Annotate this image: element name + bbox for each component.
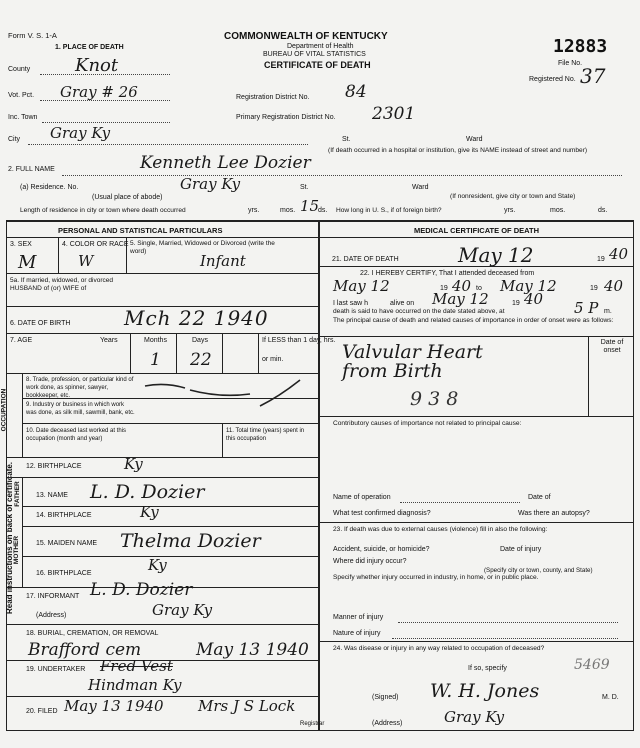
father-side: FATHER xyxy=(13,481,21,507)
operation-label: Name of operation xyxy=(333,494,391,501)
if-less-label: If LESS than 1 day, hrs. xyxy=(262,337,336,344)
length-ds: ds. xyxy=(318,207,328,214)
file-label: File No. xyxy=(558,60,583,67)
res-st-label: St. xyxy=(300,184,309,191)
name-label: 2. FULL NAME xyxy=(8,166,55,173)
hereby-label: 22. I HEREBY CERTIFY, That I attended deceased from xyxy=(360,270,535,277)
manner-label: Manner of injury xyxy=(333,614,384,621)
date-death-year: 40 xyxy=(609,245,629,263)
md-label: M. D. xyxy=(602,694,619,701)
dob-label: 6. DATE OF BIRTH xyxy=(10,320,71,327)
county-label: County xyxy=(8,66,31,73)
accident-label: Accident, suicide, or homicide? xyxy=(333,546,430,553)
burial-date: May 13 1940 xyxy=(196,640,309,660)
death-occurred-label: death is said to have occurred on the date stated above, at xyxy=(333,308,505,315)
res-ward-label: Ward xyxy=(412,184,429,191)
usual-place: (Usual place of abode) xyxy=(92,194,163,201)
hospital-note: (If death occurred in a hospital or institution, give its NAME instead of street and number) xyxy=(328,147,588,154)
last-saw-label: I last saw h xyxy=(333,300,369,307)
informant-label: 17. INFORMANT xyxy=(26,593,80,600)
city-ward-label: Ward xyxy=(466,136,483,143)
nature-label: Nature of injury xyxy=(333,630,381,637)
how-long-mos: mos. xyxy=(550,207,566,214)
or-min-label: or min. xyxy=(262,356,284,363)
filed-value: May 13 1940 xyxy=(64,697,164,715)
cause-line-1: Valvular Heart xyxy=(342,341,483,363)
birthplace-value: Ky xyxy=(124,455,143,473)
how-long-label: How long in U. S., if of foreign birth? xyxy=(336,207,442,214)
time-value: 5 P xyxy=(574,299,599,317)
place-of-death-heading: 1. PLACE OF DEATH xyxy=(55,44,124,51)
registrar-label: Registrar xyxy=(300,721,325,727)
birthplace-label: 12. BIRTHPLACE xyxy=(26,463,82,470)
date-death-label: 21. DATE OF DEATH xyxy=(332,256,399,263)
test-label: What test confirmed diagnosis? xyxy=(333,510,431,517)
filed-label: 20. FILED xyxy=(26,708,58,715)
informant-address-value: Gray Ky xyxy=(152,601,213,619)
signed-value: W. H. Jones xyxy=(430,680,540,702)
sex-label: 3. SEX xyxy=(10,241,32,248)
where-note: (Specify city or town, county, and State) xyxy=(484,567,593,574)
file-number: 12883 xyxy=(553,36,608,57)
name-value: Kenneth Lee Dozier xyxy=(140,153,311,173)
color-value: W xyxy=(78,252,94,270)
color-label: 4. COLOR OR RACE xyxy=(62,241,129,248)
undertaker-label: 19. UNDERTAKER xyxy=(26,666,86,673)
registrar-signature: Mrs J S Lock xyxy=(198,697,296,715)
inc-label: Inc. Town xyxy=(8,114,38,121)
where-label: Where did injury occur? xyxy=(333,558,407,565)
attended-from-19: 19 xyxy=(440,285,448,292)
stamp-number: 5469 xyxy=(574,657,610,673)
dob-value: Mch 22 1940 xyxy=(124,306,269,330)
header-bureau: BUREAU OF VITAL STATISTICS xyxy=(263,51,366,58)
registered-value: 37 xyxy=(580,64,606,88)
last-saw-19: 19 xyxy=(512,300,520,307)
mother-side: MOTHER xyxy=(13,535,21,565)
date-death-19: 19 xyxy=(597,256,605,263)
operation-date-label: Date of xyxy=(528,494,551,501)
spouse-label: 5a. If married, widowed, or divorced HUSBAND of (or) WIFE of xyxy=(10,277,113,292)
signer-address-label: (Address) xyxy=(372,720,403,727)
date-onset-label: Date of onset xyxy=(600,339,624,354)
burial-label: 18. BURIAL, CREMATION, OR REMOVAL xyxy=(26,630,159,637)
mother-bp-value: Ky xyxy=(148,556,167,574)
residence-label: (a) Residence. No. xyxy=(20,184,79,191)
personal-heading: PERSONAL AND STATISTICAL PARTICULARS xyxy=(58,226,223,235)
header-title: CERTIFICATE OF DEATH xyxy=(264,60,371,70)
form-id: Form V. S. 1-A xyxy=(8,31,57,40)
alive-on-label: alive on xyxy=(390,300,415,307)
time-suffix: m. xyxy=(604,308,612,315)
days-label: Days xyxy=(192,337,208,344)
father-bp-label: 14. BIRTHPLACE xyxy=(36,512,92,519)
attended-from: May 12 xyxy=(333,277,390,295)
city-value: Gray Ky xyxy=(50,124,111,142)
occ10-label: 10. Date deceased last worked at this occupation (month and year) xyxy=(26,428,127,442)
header-dept: Department of Health xyxy=(287,43,354,50)
primary-label: Primary Registration District No. xyxy=(236,114,336,121)
county-value: Knot xyxy=(75,55,119,76)
last-saw-value: May 12 xyxy=(432,290,489,308)
reg-district-label: Registration District No. xyxy=(236,94,310,101)
burial-place: Brafford cem xyxy=(28,640,142,660)
length-yrs: yrs. xyxy=(248,207,260,214)
to-label: to xyxy=(476,285,482,292)
header-state: COMMONWEALTH OF KENTUCKY xyxy=(224,31,388,42)
undertaker-value: Fred Vest xyxy=(100,657,173,675)
principal-label: The principal cause of death and related causes of importance in order of onset were as follows: xyxy=(333,317,614,324)
external-label: 23. If death was due to external causes (violence) fill in also the following: xyxy=(333,526,548,533)
cause-line-2: from Birth xyxy=(342,360,443,382)
reg-district-value: 84 xyxy=(345,82,367,102)
mother-name-value: Thelma Dozier xyxy=(120,530,261,552)
length-label: Length of residence in city or town where death occurred xyxy=(20,207,186,214)
occ11-label: 11. Total time (years) spent in this occupation xyxy=(226,428,305,442)
date-injury-label: Date of injury xyxy=(500,546,542,553)
father-bp-value: Ky xyxy=(140,503,159,521)
cause-code: 9 3 8 xyxy=(410,388,459,410)
length-mos: mos. xyxy=(280,207,296,214)
residence-value: Gray Ky xyxy=(180,175,241,193)
undertaker-address: Hindman Ky xyxy=(88,676,182,694)
occupation-side: OCCUPATION xyxy=(0,388,8,432)
months-label: Months xyxy=(144,337,167,344)
vot-label: Vot. Pct. xyxy=(8,92,35,99)
attended-to-19: 19 xyxy=(590,285,598,292)
attended-to-year: 40 xyxy=(604,277,624,295)
age-label: 7. AGE xyxy=(10,337,33,344)
days-value: 22 xyxy=(190,350,212,370)
nonresident-note: (If nonresident, give city or town and State) xyxy=(450,193,576,200)
autopsy-label: Was there an autopsy? xyxy=(518,510,590,517)
attended-to: May 12 xyxy=(500,277,557,295)
primary-value: 2301 xyxy=(372,104,416,124)
informant-value: L. D. Dozier xyxy=(90,580,193,600)
sex-value: M xyxy=(18,252,37,273)
margin-note: Read instructions on back of certificate. xyxy=(5,461,14,614)
single-value: Infant xyxy=(200,252,246,270)
mother-name-label: 15. MAIDEN NAME xyxy=(36,540,98,547)
last-saw-year: 40 xyxy=(524,290,544,308)
occupation-dash-marks xyxy=(140,376,310,416)
city-st-label: St. xyxy=(342,136,351,143)
q24-label: 24. Was disease or injury in any way related to occupation of deceased? xyxy=(333,645,545,652)
signed-label: (Signed) xyxy=(372,694,399,701)
attended-from-year: 40 xyxy=(452,277,472,295)
years-label: Years xyxy=(100,337,118,344)
length-mos-value: 15 xyxy=(300,197,320,215)
registered-label: Registered No. xyxy=(529,76,576,83)
occ9-label: 9. Industry or business in which work was done, as silk mill, sawmill, bank, etc. xyxy=(26,402,135,416)
vot-value: Gray # 26 xyxy=(60,83,138,101)
city-label: City xyxy=(8,136,21,143)
months-value: 1 xyxy=(150,350,161,370)
informant-address-label: (Address) xyxy=(36,612,67,619)
mother-bp-label: 16. BIRTHPLACE xyxy=(36,570,92,577)
single-label: 5. Single, Married, Widowed or Divorced (write the word) xyxy=(130,240,275,255)
medical-heading: MEDICAL CERTIFICATE OF DEATH xyxy=(414,226,539,235)
father-name-value: L. D. Dozier xyxy=(90,481,205,503)
how-long-ds: ds. xyxy=(598,207,608,214)
how-long-yrs: yrs. xyxy=(504,207,516,214)
specify-label: Specify whether injury occurred in industry, in home, or in public place. xyxy=(333,574,539,581)
contributory-label: Contributory causes of importance not related to principal cause: xyxy=(333,420,522,427)
father-name-label: 13. NAME xyxy=(36,492,68,499)
if-so-label: If so, specify xyxy=(468,665,507,672)
signer-address-value: Gray Ky xyxy=(444,708,505,726)
date-death-value: May 12 xyxy=(458,243,534,267)
occ8-label: 8. Trade, profession, or particular kind of work done, as spinner, sawyer, bookkeeper, etc. xyxy=(26,377,134,399)
